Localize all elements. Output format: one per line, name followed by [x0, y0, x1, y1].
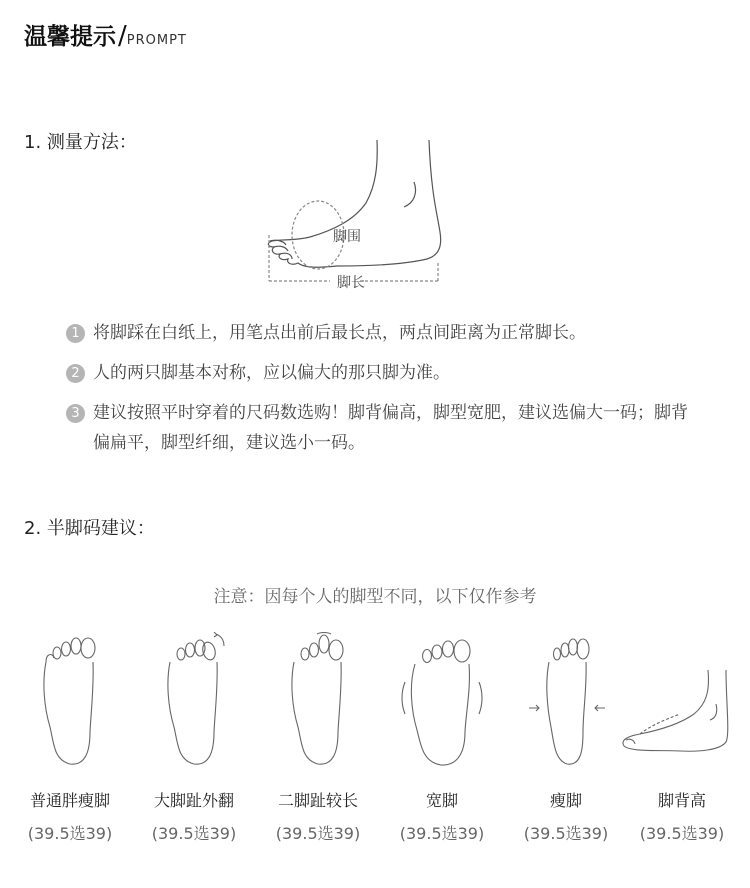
foot-type-size: (39.5选39)	[523, 824, 609, 843]
step-number-badge: 1	[66, 324, 85, 343]
step-1	[66, 318, 736, 348]
foot-measure-figure	[262, 135, 447, 293]
measure-heading: 1. 测量方法：	[24, 132, 137, 153]
foot-type-name: 大脚趾外翻	[153, 791, 234, 810]
high-instep-foot-icon	[620, 632, 744, 772]
foot-type-long-second-toe	[256, 632, 380, 844]
wide-foot-icon	[397, 632, 487, 772]
foot-type-name: 脚背高	[657, 791, 706, 810]
foot-type-name: 宽脚	[425, 791, 458, 810]
foot-type-wide	[380, 632, 504, 844]
step-number-badge: 3	[66, 404, 85, 423]
girth-label: 脚围	[333, 229, 361, 245]
narrow-foot-icon	[521, 632, 611, 772]
foot-type-normal	[8, 632, 132, 844]
foot-type-size: (39.5选39)	[275, 824, 361, 843]
foot-type-high-instep	[620, 632, 744, 844]
bunion-foot-icon	[154, 632, 234, 772]
sizing-note: 注意：因每个人的脚型不同，以下仅作参考	[213, 587, 537, 607]
foot-type-bunion	[132, 632, 256, 844]
foot-type-size: (39.5选39)	[27, 824, 113, 843]
sizing-heading: 2. 半脚码建议：	[24, 518, 155, 539]
length-label: 脚长	[337, 275, 365, 291]
foot-type-name: 普通胖瘦脚	[29, 791, 110, 810]
step-3	[66, 398, 703, 458]
step-text: 人的两只脚基本对称，应以偏大的那只脚为准。	[93, 363, 450, 383]
step-text: 建议按照平时穿着的尺码数选购！脚背偏高，脚型宽肥，建议选偏大一码；脚背偏扁平，脚型纤细，建议选小一码。	[93, 403, 688, 453]
step-2	[66, 358, 736, 388]
foot-type-size: (39.5选39)	[151, 824, 237, 843]
title-text: 温馨提示	[24, 24, 116, 50]
foot-type-size: (39.5选39)	[639, 824, 725, 843]
step-number-badge: 2	[66, 364, 85, 383]
foot-type-name: 二脚趾较长	[277, 791, 358, 810]
normal-foot-icon	[30, 632, 110, 772]
page-title	[24, 18, 187, 51]
measure-steps	[66, 318, 736, 468]
title-subtitle: PROMPT	[126, 33, 187, 48]
step-text: 将脚踩在白纸上，用笔点出前后最长点，两点间距离为正常脚长。	[93, 323, 586, 343]
foot-type-name: 瘦脚	[549, 791, 582, 810]
long-second-toe-foot-icon	[278, 632, 358, 772]
title-slash: /	[118, 21, 127, 51]
foot-type-narrow	[504, 632, 628, 844]
foot-type-size: (39.5选39)	[399, 824, 485, 843]
